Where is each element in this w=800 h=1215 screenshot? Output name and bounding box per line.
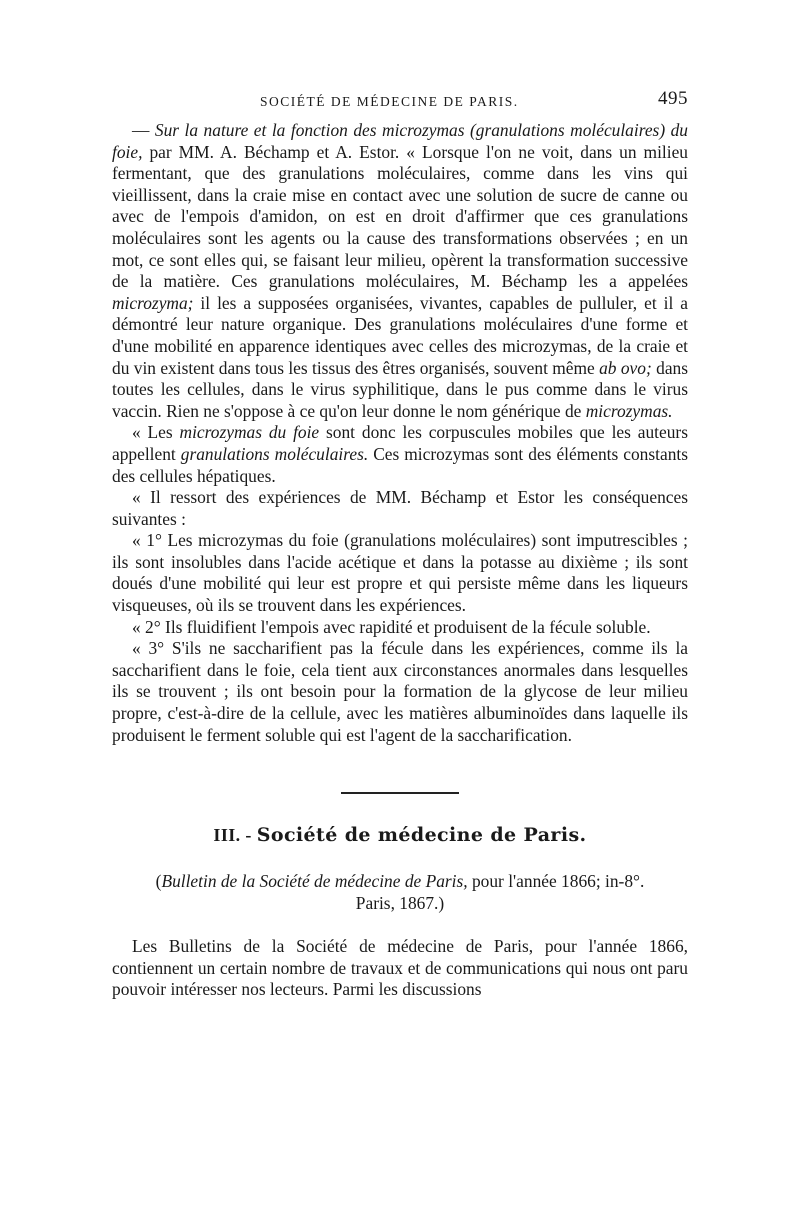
section-title: Société de médecine de Paris. xyxy=(256,824,587,847)
section-heading xyxy=(112,824,688,846)
running-title: SOCIÉTÉ DE MÉDECINE DE PARIS. xyxy=(260,94,519,109)
section-number: III. - xyxy=(213,825,252,846)
paragraph: « 3° S'ils ne saccharifient pas la fécule dans les expériences, comme ils la saccharifient dans le foie, cela tient aux circonstances anormales dans lesquelles ils se trouvent ; ils ont besoin pour la formation de la glycose de leur milieu propre, c'est-à-dire de la cellule, avec les matières albuminoïdes dans laquelle ils produisent le ferment soluble qui est l'agent de la saccharification. xyxy=(112,638,688,745)
paragraph: « 2° Ils fluidifient l'empois avec rapidité et produisent de la fécule soluble. xyxy=(132,616,651,637)
paragraph: Les Bulletins de la Société de médecine de Paris, pour l'année 1866, contiennent un certain nombre de travaux et de communications qui nous ont paru pouvoir intéresser nos lecteurs. Parmi les discussions xyxy=(112,936,688,1000)
section-divider xyxy=(341,792,459,794)
running-header xyxy=(112,88,688,118)
paragraph: « 1° Les microzymas du foie (granulations moléculaires) sont imputrescibles ; ils sont insolubles dans l'acide acétique et dans la potasse au dixième ; ils sont doués d'une mobilité qui leur est propre et qui persiste même dans les liqueurs visqueuses, où ils se trouvent dans les expériences. xyxy=(112,530,688,616)
paragraph: « Il ressort des expériences de MM. Béchamp et Estor les conséquences suivantes : xyxy=(112,487,688,529)
document-page xyxy=(112,88,688,1001)
paragraph: — Sur la nature et la fonction des microzymas (granulations moléculaires) du foie, par MM. A. Béchamp et A. Estor. « Lorsque l'on ne voit, dans un milieu fermentant, que des granulations moléculaires, comme dans les vins qui vieillissent, dans la craie mise en contact avec une solution de sucre de canne ou avec de l'empois d'amidon, on est en droit d'affirmer que ces granulations moléculaires sont les agents ou la cause des transformations observées ; en un mot, ce sont elles qui, se faisant leur milieu, opèrent la transformation successive de la matière. Ces granulations moléculaires, M. Béchamp les a appelées microzyma; il les a supposées organisées, vivantes, capables de pulluler, et il a démontré leur nature organique. Des granulations moléculaires d'une forme et d'une mobilité en apparence identiques avec celles des microzymas, de la craie et du vin existent dans tous les tissus des êtres organisés, souvent même ab ovo; dans toutes les cellules, dans le virus syphilitique, dans le pus comme dans le virus vaccin. Rien ne s'oppose à ce qu'on leur donne le nom générique de microzymas. xyxy=(112,120,688,421)
page-number: 495 xyxy=(658,88,688,109)
paragraph: « Les microzymas du foie sont donc les corpuscules mobiles que les auteurs appellent granulations moléculaires. Ces microzymas sont des éléments constants des cellules hépatiques. xyxy=(112,422,688,486)
bibliographic-citation: (Bulletin de la Société de médecine de Paris, pour l'année 1866; in-8°. Paris, 1867.) xyxy=(155,871,645,914)
article-title: Sur la nature et la fonction des microzymas (granulations moléculaires) du foie, xyxy=(112,120,688,162)
article-body xyxy=(112,120,688,746)
section-body xyxy=(112,936,688,1001)
